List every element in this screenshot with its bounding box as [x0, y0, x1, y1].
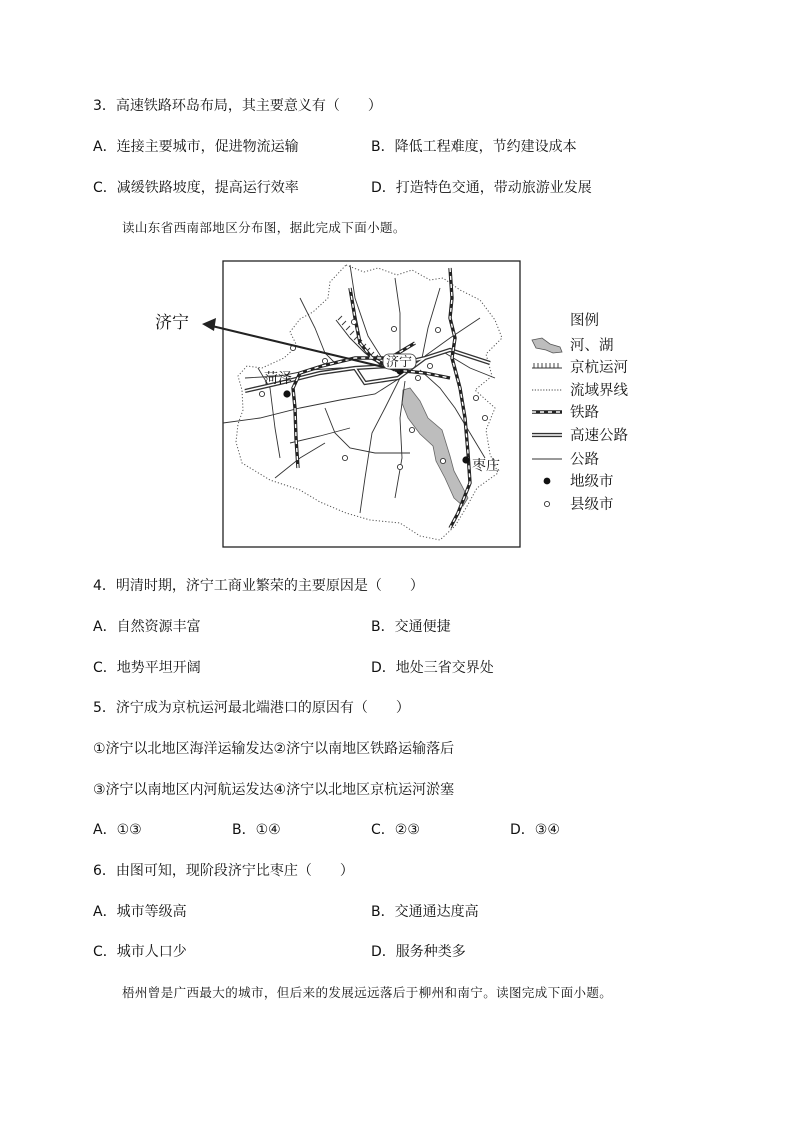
map-intro: 读山东省西南部地区分布图，据此完成下面小题。: [122, 220, 406, 235]
shandong-southwest-map: [150, 258, 660, 552]
q6-stem: 6．由图可知，现阶段济宁比枣庄（ ）: [93, 863, 354, 879]
q3-option-a: A．连接主要城市，促进物流运输: [93, 139, 299, 155]
legend-road: 公路: [570, 452, 599, 468]
q5-stem: 5．济宁成为京杭运河最北端港口的原因有（ ）: [93, 700, 410, 716]
q6-option-a: A．城市等级高: [93, 904, 187, 920]
q4-option-c: C．地势平坦开阔: [93, 660, 201, 676]
legend-county: 县级市: [570, 497, 614, 513]
q3-option-c: C．减缓铁路坡度，提高运行效率: [93, 180, 299, 196]
wuzhou-intro: 梧州曾是广西最大的城市，但后来的发展远远落后于柳州和南宁。读图完成下面小题。: [122, 985, 613, 1000]
q3-option-b: B．降低工程难度，节约建设成本: [371, 139, 577, 155]
q3-option-d: D．打造特色交通，带动旅游业发展: [371, 180, 592, 196]
q3-stem: 3．高速铁路环岛布局，其主要意义有（ ）: [93, 98, 382, 114]
q5-option-c: C．②③: [371, 822, 420, 838]
arrowhead: [202, 318, 216, 331]
legend-title: 图例: [570, 313, 599, 329]
q6-option-b: B．交通通达度高: [371, 904, 479, 920]
label-jining: 济宁: [386, 355, 413, 370]
legend-county-swatch: [544, 501, 549, 506]
legend-prefecture-swatch: [544, 478, 551, 485]
legend-boundary: 流域界线: [570, 383, 628, 399]
q4-option-a: A．自然资源丰富: [93, 619, 201, 635]
label-heze: 菏泽: [264, 371, 292, 387]
q5-option-b: B．①④: [232, 822, 281, 838]
q5-statements-3-4: ③济宁以南地区内河航运发达④济宁以北地区京杭运河淤塞: [93, 782, 455, 798]
legend-prefecture: 地级市: [570, 474, 614, 490]
map-legend: [532, 312, 628, 513]
legend-river: 河、湖: [570, 338, 614, 354]
q5-option-a: A．①③: [93, 822, 142, 838]
label-zaozhuang: 枣庄: [472, 458, 500, 474]
legend-expressway: 高速公路: [570, 428, 628, 444]
map-frame: [223, 261, 520, 547]
q5-statements-1-2: ①济宁以北地区海洋运输发达②济宁以南地区铁路运输落后: [93, 741, 455, 757]
arrow-label-jining: 济宁: [155, 313, 189, 333]
legend-canal: 京杭运河: [570, 360, 628, 376]
heze-dot: [283, 390, 290, 397]
q6-option-c: C．城市人口少: [93, 944, 187, 960]
q4-option-b: B．交通便捷: [371, 619, 451, 635]
legend-railway: 铁路: [570, 405, 599, 421]
q6-option-d: D．服务种类多: [371, 944, 466, 960]
zaozhuang-dot: [462, 456, 469, 463]
legend-canal-swatch: [534, 363, 558, 368]
q4-stem: 4．明清时期，济宁工商业繁荣的主要原因是（ ）: [93, 578, 424, 594]
q4-option-d: D．地处三省交界处: [371, 660, 494, 676]
q5-option-d: D．③④: [510, 822, 560, 838]
legend-river-swatch: [532, 338, 562, 353]
